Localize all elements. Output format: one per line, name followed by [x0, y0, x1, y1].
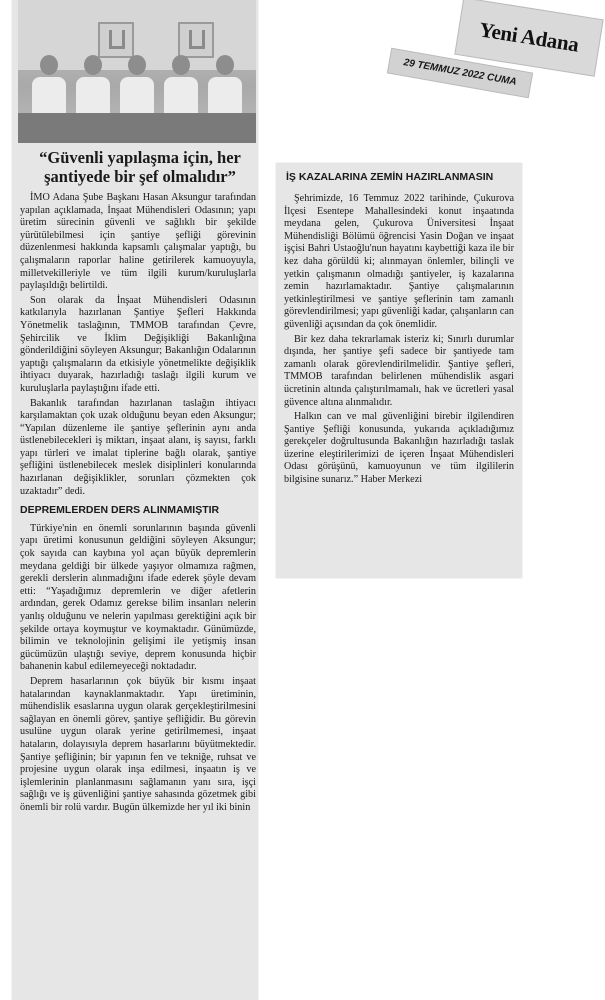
article-paragraph: Türkiye'nin en önemli sorunlarının başında güvenli yapı üretimi konusunun geldiğini söyleyen Aksungur; çok sayıda can kaybına yol açan büyük depremlerin meydana geldiği bir ülkede yaşıyor olmamıza rağmen, gerekli derslerin alınmadığını ifade ederek şöyle devam etti: “Yaşadığımız depremlerin ve diğer afetlerin ardından, gerek Odamız gerekse bilim insanları nelerin yanlış olduğunu ve nelerin yapılması gerektiğini açık bir şekilde ortaya koymuştur ve koymaktadır. Günümüzde, bilimin ve teknolojinin gelişimi ile yetişmiş insan gücümüzün ulaştığı seviye, deprem konusunda hiçbir bahanenin kabul edilemeyeceği noktadadır.: [20, 522, 256, 673]
press-conference-photo: [18, 0, 256, 143]
article-paragraph: Deprem hasarlarının çok büyük bir kısmı inşaat hatalarından kaynaklanmaktadır. Yapı üretiminin, mühendislik esaslarına uygun olarak gerçekleştirilmesini sağlayan en önemli görev, şantiye şefliğidir. Bu görevin usulüne uygun olarak yerine getirilmemesi, inşaat hataların, dolayısıyla deprem hasarlarını büyütmektedir. Şantiye şefliğinin; bir yapının fen ve tekniğe, ruhsat ve projesine uygun olarak inşa edilmesi, inşaatın iş ve işlemlerinin planlanmasını sağlamanın yanı sıra, işçi sağlığı ve iş güvenliğini şantiye sahasında gözetmek gibi önemli bir rolü vardır. Bugün ülkemizde her yıl iki binin: [20, 675, 256, 813]
article-paragraph: Bir kez daha tekrarlamak isteriz ki; Sınırlı durumlar dışında, her şantiye şefi sadece bir şantiyede tam zamanlı olarak görevlendirilmelidir. Şantiye şefleri, TMMOB tarafından belirlenen mühendislik asgari ücretinin altında çalıştırılmamalı, hak ve ücretleri yasal güvence altına alınmalıdır.: [284, 333, 514, 408]
right-article-body: [284, 193, 514, 489]
left-article-body: [20, 192, 256, 817]
left-article-clipping: [12, 0, 258, 1000]
article-paragraph: Halkın can ve mal güvenliğini birebir ilgilendiren Şantiye Şefliği konusunda, yukarıda açıkladığımız gerekçeler doğrultusunda Bakanlığın hazırladığı taslak üzerine eleştirilerimizi de içeren İnşaat Mühendisleri Odası görüşünü, kamuoyunun ve tüm ilgililerin bilgisine sunarız.” Haber Merkezi: [284, 411, 514, 486]
right-article-clipping: [276, 163, 522, 578]
article-subheading: DEPREMLERDEN DERS ALINMAMIŞTIR: [20, 504, 220, 517]
imo-logo-icon: [178, 22, 214, 58]
article-headline: “Güvenli yapılaşma için, her şantiyede bir şef olmalıdır”: [39, 148, 241, 186]
article-paragraph: Son olarak da İnşaat Mühendisleri Odasının katkılarıyla hazırlanan Şantiye Şefleri Hakkında Yönetmelik taslağının, TMMOB tarafından Çevre, Şehircilik ve İklim Değişikliği Bakanlığına gönderildiğini söyleyen Aksungur; Bakanlığın Odalarının yaptığı çalışmaların da etkisiyle yönetmelikte değişiklik ihtiyacı duyarak, hazırladığı taslağı ilgili kurum ve kuruluşlarla paylaştığını ifade etti.: [20, 294, 256, 394]
article-paragraph: İMO Adana Şube Başkanı Hasan Aksungur tarafından yapılan açıklamada, İnşaat Mühendisleri Odasının; yapı üretim sürecinin güvenli ve sağlıklı bir şekilde yürütülebilmesi için şantiye şefliği görevinin düzenlenmesi hakkında kapsamlı çalışmalar yaptığı, bu çalışmaların raporlar haline getirilerek kamuoyuyla, milletvekilleriyle ve tüm ilgili kurum/kuruluşlarla paylaşıldığı belirtildi.: [20, 192, 256, 292]
article-paragraph: Bakanlık tarafından hazırlanan taslağın ihtiyacı karşılamaktan çok uzak olduğunu beyan eden Aksungur; “Yapılan düzenleme ile şantiye şeflerinin aynı anda üstlenebilecekleri iş miktarı, inşaat alanı, iş sayısı, farklı yapı türleri ve imalat tiplerine bağlı olarak, şantiye şefliğini üstlenebilecek meslek disiplinleri konularında hazırlanan değişiklikler, sorunları çözmekten çok uzaktadır” dedi.: [20, 397, 256, 497]
newspaper-name: Yeni Adana: [477, 17, 581, 57]
right-article-heading: İŞ KAZALARINA ZEMİN HAZIRLANMASIN: [286, 171, 494, 183]
imo-logo-icon: [98, 22, 134, 58]
article-paragraph: Şehrimizde, 16 Temmuz 2022 tarihinde, Çukurova İlçesi Esentepe Mahallesindeki konut inşaatında meydana gelen, Çukurova Üniversitesi İnşaat Mühendisliği Bölümü öğrencisi Yasin Doğan ve inşaat işçisi Bahri Ustaoğlu'nun hayatını kaybettiği kaza ile bir kez daha görüldü ki; alınmayan önlemler, bilinçli ve yetkin çalışmanın olmadığı şantiyeler, iş kazalarına zemin hazırlamaktadır. Şantiye çalışmalarının yetkinleştirilmesi ve şantiye şeflerinin tam zamanlı görevlendirilmesi; yapı güvenliği kadar, çalışanların can güvenliği açısından da çok önemlidir.: [284, 193, 514, 330]
publication-date: 29 TEMMUZ 2022 CUMA: [402, 57, 518, 88]
